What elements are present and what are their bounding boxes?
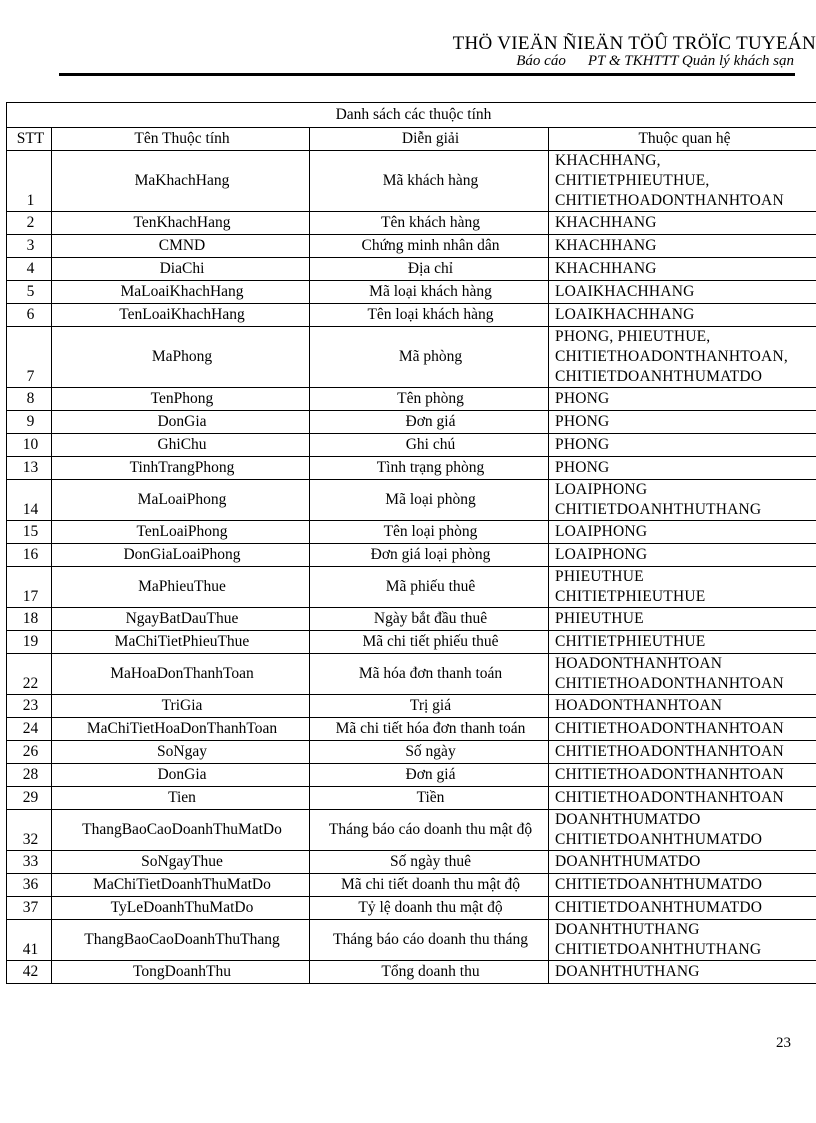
table-row bbox=[7, 718, 816, 741]
cell-stt: 17 bbox=[7, 567, 52, 608]
relation-line: HOADONTHANHTOAN bbox=[555, 655, 723, 672]
page-number: 23 bbox=[776, 1035, 791, 1051]
relation-line: KHACHHANG bbox=[555, 260, 657, 277]
cell-description: Địa chỉ bbox=[310, 258, 549, 281]
cell-attribute-name: MaPhieuThue bbox=[52, 567, 310, 608]
relation-line: PHONG bbox=[555, 459, 610, 476]
cell-stt: 16 bbox=[7, 544, 52, 567]
cell-relation bbox=[549, 741, 816, 764]
relation-line: PHIEUTHUE bbox=[555, 568, 644, 585]
table-row bbox=[7, 764, 816, 787]
relation-line: CHITIETHOADONTHANHTOAN bbox=[555, 766, 784, 783]
cell-attribute-name: DonGia bbox=[52, 411, 310, 434]
cell-stt: 26 bbox=[7, 741, 52, 764]
cell-relation bbox=[549, 718, 816, 741]
cell-description: Đơn giá bbox=[310, 764, 549, 787]
cell-stt: 3 bbox=[7, 235, 52, 258]
cell-attribute-name: ThangBaoCaoDoanhThuMatDo bbox=[52, 810, 310, 851]
table-row bbox=[7, 212, 816, 235]
cell-relation bbox=[549, 304, 816, 327]
cell-relation bbox=[549, 388, 816, 411]
cell-description: Tên loại khách hàng bbox=[310, 304, 549, 327]
relation-line: LOAIPHONG bbox=[555, 546, 648, 563]
cell-relation bbox=[549, 631, 816, 654]
relation-line: PHONG, PHIEUTHUE, bbox=[555, 328, 711, 345]
relation-line: DOANHTHUTHANG bbox=[555, 963, 700, 980]
cell-description: Ghi chú bbox=[310, 434, 549, 457]
cell-attribute-name: TinhTrangPhong bbox=[52, 457, 310, 480]
column-header-relation: Thuộc quan hệ bbox=[549, 128, 816, 151]
table-row bbox=[7, 567, 816, 608]
attribute-table bbox=[6, 102, 816, 984]
cell-relation bbox=[549, 544, 816, 567]
header-rule bbox=[59, 73, 795, 76]
cell-attribute-name: Tien bbox=[52, 787, 310, 810]
table-row bbox=[7, 787, 816, 810]
cell-relation bbox=[549, 212, 816, 235]
relation-line: CHITIETDOANHTHUMATDO bbox=[555, 368, 763, 385]
relation-line: CHITIETDOANHTHUMATDO bbox=[555, 876, 763, 893]
cell-stt: 24 bbox=[7, 718, 52, 741]
cell-relation bbox=[549, 151, 816, 212]
table-row bbox=[7, 897, 816, 920]
relation-line: PHONG bbox=[555, 413, 610, 430]
cell-description: Tiền bbox=[310, 787, 549, 810]
cell-attribute-name: ThangBaoCaoDoanhThuThang bbox=[52, 920, 310, 961]
relation-line: CHITIETPHIEUTHUE bbox=[555, 588, 706, 605]
table-row bbox=[7, 544, 816, 567]
cell-stt: 33 bbox=[7, 851, 52, 874]
relation-line: CHITIETDOANHTHUMATDO bbox=[555, 831, 763, 848]
table-row bbox=[7, 388, 816, 411]
table-row bbox=[7, 654, 816, 695]
column-header-attribute-name: Tên Thuộc tính bbox=[52, 128, 310, 151]
table-row bbox=[7, 434, 816, 457]
table-row bbox=[7, 874, 816, 897]
table-row bbox=[7, 235, 816, 258]
cell-relation bbox=[549, 258, 816, 281]
cell-attribute-name: MaPhong bbox=[52, 327, 310, 388]
cell-attribute-name: TenLoaiKhachHang bbox=[52, 304, 310, 327]
relation-line: KHACHHANG bbox=[555, 214, 657, 231]
cell-stt: 5 bbox=[7, 281, 52, 304]
cell-stt: 29 bbox=[7, 787, 52, 810]
cell-description: Chứng minh nhân dân bbox=[310, 235, 549, 258]
cell-stt: 2 bbox=[7, 212, 52, 235]
cell-stt: 7 bbox=[7, 327, 52, 388]
relation-line: CHITIETHOADONTHANHTOAN, bbox=[555, 348, 788, 365]
relation-line: PHONG bbox=[555, 390, 610, 407]
table-row bbox=[7, 961, 816, 984]
cell-relation bbox=[549, 480, 816, 521]
cell-relation bbox=[549, 897, 816, 920]
relation-line: DOANHTHUMATDO bbox=[555, 811, 701, 828]
cell-relation bbox=[549, 695, 816, 718]
cell-attribute-name: GhiChu bbox=[52, 434, 310, 457]
cell-attribute-name: MaKhachHang bbox=[52, 151, 310, 212]
cell-attribute-name: MaChiTietHoaDonThanhToan bbox=[52, 718, 310, 741]
cell-stt: 9 bbox=[7, 411, 52, 434]
cell-relation bbox=[549, 521, 816, 544]
relation-line: CHITIETHOADONTHANHTOAN bbox=[555, 720, 784, 737]
cell-description: Mã chi tiết hóa đơn thanh toán bbox=[310, 718, 549, 741]
cell-relation bbox=[549, 608, 816, 631]
column-header-description: Diễn giải bbox=[310, 128, 549, 151]
cell-attribute-name: MaLoaiPhong bbox=[52, 480, 310, 521]
table-row bbox=[7, 281, 816, 304]
cell-relation bbox=[549, 920, 816, 961]
cell-relation bbox=[549, 961, 816, 984]
relation-line: PHONG bbox=[555, 436, 610, 453]
table-caption: Danh sách các thuộc tính bbox=[7, 103, 816, 128]
cell-description: Mã loại khách hàng bbox=[310, 281, 549, 304]
relation-line: LOAIPHONG bbox=[555, 481, 648, 498]
cell-relation bbox=[549, 810, 816, 851]
table-row bbox=[7, 327, 816, 388]
report-label: Báo cáo bbox=[516, 53, 566, 69]
cell-attribute-name: TenLoaiPhong bbox=[52, 521, 310, 544]
cell-relation bbox=[549, 281, 816, 304]
cell-description: Ngày bắt đầu thuê bbox=[310, 608, 549, 631]
site-title: THÖ VIEÄN ÑIEÄN TÖÛ TRÖÏC TUYEÁN bbox=[452, 33, 816, 54]
relation-line: LOAIKHACHHANG bbox=[555, 306, 695, 323]
cell-description: Trị giá bbox=[310, 695, 549, 718]
cell-description: Tháng báo cáo doanh thu mật độ bbox=[310, 810, 549, 851]
cell-attribute-name: TriGia bbox=[52, 695, 310, 718]
report-subtitle bbox=[516, 53, 794, 70]
cell-attribute-name: DonGiaLoaiPhong bbox=[52, 544, 310, 567]
cell-description: Mã hóa đơn thanh toán bbox=[310, 654, 549, 695]
cell-description: Tổng doanh thu bbox=[310, 961, 549, 984]
table-row bbox=[7, 741, 816, 764]
cell-attribute-name: NgayBatDauThue bbox=[52, 608, 310, 631]
table-row bbox=[7, 810, 816, 851]
relation-line: DOANHTHUMATDO bbox=[555, 853, 701, 870]
cell-stt: 36 bbox=[7, 874, 52, 897]
cell-description: Mã phòng bbox=[310, 327, 549, 388]
page-header bbox=[0, 0, 816, 80]
cell-attribute-name: TenKhachHang bbox=[52, 212, 310, 235]
cell-description: Tỷ lệ doanh thu mật độ bbox=[310, 897, 549, 920]
cell-stt: 42 bbox=[7, 961, 52, 984]
cell-relation bbox=[549, 327, 816, 388]
table-row bbox=[7, 695, 816, 718]
cell-attribute-name: MaChiTietPhieuThue bbox=[52, 631, 310, 654]
cell-stt: 32 bbox=[7, 810, 52, 851]
relation-line: CHITIETHOADONTHANHTOAN bbox=[555, 743, 784, 760]
cell-description: Mã phiếu thuê bbox=[310, 567, 549, 608]
cell-relation bbox=[549, 874, 816, 897]
cell-relation bbox=[549, 457, 816, 480]
cell-stt: 4 bbox=[7, 258, 52, 281]
cell-stt: 6 bbox=[7, 304, 52, 327]
cell-attribute-name: TongDoanhThu bbox=[52, 961, 310, 984]
cell-attribute-name: MaChiTietDoanhThuMatDo bbox=[52, 874, 310, 897]
table-row bbox=[7, 480, 816, 521]
cell-attribute-name: DiaChi bbox=[52, 258, 310, 281]
cell-relation bbox=[549, 787, 816, 810]
cell-description: Số ngày thuê bbox=[310, 851, 549, 874]
cell-relation bbox=[549, 851, 816, 874]
cell-stt: 13 bbox=[7, 457, 52, 480]
cell-attribute-name: MaHoaDonThanhToan bbox=[52, 654, 310, 695]
cell-relation bbox=[549, 654, 816, 695]
cell-relation bbox=[549, 434, 816, 457]
relation-line: KHACHHANG, bbox=[555, 152, 661, 169]
relation-line: HOADONTHANHTOAN bbox=[555, 697, 723, 714]
relation-line: KHACHHANG bbox=[555, 237, 657, 254]
table-body bbox=[7, 151, 816, 984]
cell-stt: 28 bbox=[7, 764, 52, 787]
cell-description: Mã khách hàng bbox=[310, 151, 549, 212]
cell-stt: 18 bbox=[7, 608, 52, 631]
cell-attribute-name: CMND bbox=[52, 235, 310, 258]
table-row bbox=[7, 521, 816, 544]
column-header-stt: STT bbox=[7, 128, 52, 151]
cell-relation bbox=[549, 567, 816, 608]
relation-line: CHITIETHOADONTHANHTOAN bbox=[555, 789, 784, 806]
course-title: PT & TKHTTT Quản lý khách sạn bbox=[587, 53, 794, 69]
cell-stt: 10 bbox=[7, 434, 52, 457]
relation-line: CHITIETPHIEUTHUE bbox=[555, 633, 706, 650]
relation-line: CHITIETHOADONTHANHTOAN bbox=[555, 192, 784, 209]
cell-relation bbox=[549, 235, 816, 258]
cell-description: Mã loại phòng bbox=[310, 480, 549, 521]
cell-description: Tháng báo cáo doanh thu tháng bbox=[310, 920, 549, 961]
cell-stt: 1 bbox=[7, 151, 52, 212]
relation-line: LOAIPHONG bbox=[555, 523, 648, 540]
cell-stt: 19 bbox=[7, 631, 52, 654]
cell-attribute-name: SoNgayThue bbox=[52, 851, 310, 874]
table-row bbox=[7, 258, 816, 281]
relation-line: CHITIETDOANHTHUTHANG bbox=[555, 941, 762, 958]
cell-description: Số ngày bbox=[310, 741, 549, 764]
cell-attribute-name: SoNgay bbox=[52, 741, 310, 764]
cell-description: Tên khách hàng bbox=[310, 212, 549, 235]
cell-stt: 8 bbox=[7, 388, 52, 411]
table-row bbox=[7, 631, 816, 654]
cell-description: Đơn giá bbox=[310, 411, 549, 434]
cell-attribute-name: DonGia bbox=[52, 764, 310, 787]
cell-relation bbox=[549, 411, 816, 434]
relation-line: LOAIKHACHHANG bbox=[555, 283, 695, 300]
cell-stt: 15 bbox=[7, 521, 52, 544]
cell-attribute-name: TyLeDoanhThuMatDo bbox=[52, 897, 310, 920]
cell-relation bbox=[549, 764, 816, 787]
cell-description: Mã chi tiết phiếu thuê bbox=[310, 631, 549, 654]
table-row bbox=[7, 151, 816, 212]
cell-attribute-name: MaLoaiKhachHang bbox=[52, 281, 310, 304]
relation-line: PHIEUTHUE bbox=[555, 610, 644, 627]
relation-line: CHITIETPHIEUTHUE, bbox=[555, 172, 710, 189]
table-row bbox=[7, 457, 816, 480]
cell-attribute-name: TenPhong bbox=[52, 388, 310, 411]
relation-line: CHITIETDOANHTHUTHANG bbox=[555, 501, 762, 518]
cell-stt: 41 bbox=[7, 920, 52, 961]
cell-description: Tình trạng phòng bbox=[310, 457, 549, 480]
relation-line: CHITIETDOANHTHUMATDO bbox=[555, 899, 763, 916]
cell-stt: 23 bbox=[7, 695, 52, 718]
table-row bbox=[7, 920, 816, 961]
relation-line: DOANHTHUTHANG bbox=[555, 921, 700, 938]
cell-description: Tên loại phòng bbox=[310, 521, 549, 544]
cell-stt: 37 bbox=[7, 897, 52, 920]
table-row bbox=[7, 304, 816, 327]
cell-stt: 14 bbox=[7, 480, 52, 521]
cell-description: Mã chi tiết doanh thu mật độ bbox=[310, 874, 549, 897]
relation-line: CHITIETHOADONTHANHTOAN bbox=[555, 675, 784, 692]
cell-stt: 22 bbox=[7, 654, 52, 695]
table-row bbox=[7, 411, 816, 434]
cell-description: Tên phòng bbox=[310, 388, 549, 411]
table-row bbox=[7, 851, 816, 874]
cell-description: Đơn giá loại phòng bbox=[310, 544, 549, 567]
table-row bbox=[7, 608, 816, 631]
